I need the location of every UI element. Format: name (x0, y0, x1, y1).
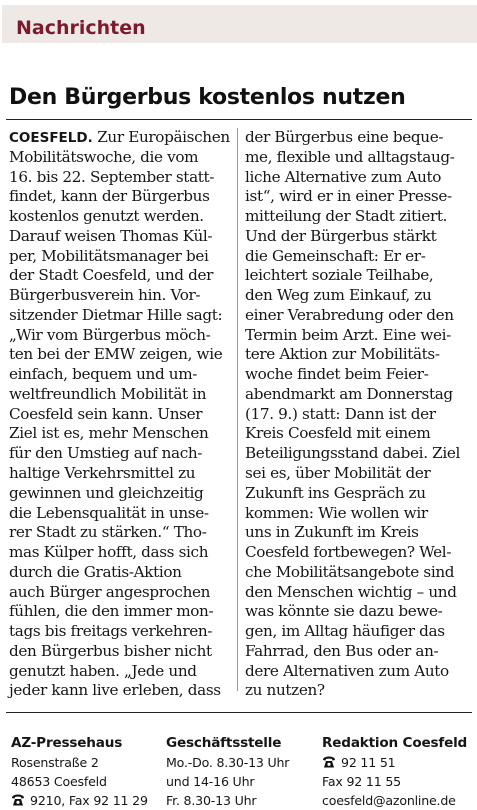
article-text-line (245, 642, 471, 662)
article-text: liche Alternative zum Auto (245, 167, 442, 186)
article-text: Ziel ist es, mehr Menschen (9, 424, 209, 443)
article-text: zu nutzen? (245, 681, 325, 700)
article-text-line (245, 622, 471, 642)
article-text: findet, kann der Bürgerbus (9, 187, 210, 206)
article-text: Mobilitätswoche, die vom (9, 147, 199, 166)
contact-block-redaktion (322, 734, 467, 810)
article-text: haltige Verkehrsmittel zu (9, 464, 196, 483)
article-text-line (245, 345, 471, 365)
redaktion-fax: Fax 92 11 55 (322, 774, 401, 789)
article-text-line (9, 523, 235, 543)
redaktion-title: Redaktion Coesfeld (322, 735, 468, 751)
article-text-line (245, 424, 471, 444)
article-text: durch die Gratis-Aktion (9, 562, 182, 581)
article-text-line (9, 168, 235, 188)
article-text-line (245, 385, 471, 405)
article-text-line (245, 247, 471, 267)
article-text-line (9, 444, 235, 464)
article-text: Kreis Coesfeld mit einem (245, 424, 431, 443)
article-text: (17. 9.) statt: Dann ist der (245, 404, 436, 423)
article-text: che Mobilitätsangebote sind (245, 562, 455, 581)
article-column-right (245, 128, 471, 701)
article-text: dere Alternativen zum Auto (245, 661, 449, 680)
article-text: der Stadt Coesfeld, und der (9, 266, 214, 285)
article-text-line (9, 326, 235, 346)
article-text-line (9, 345, 235, 365)
article-text: der Bürgerbus eine beque- (245, 128, 444, 146)
pressehaus-title: AZ-Pressehaus (11, 735, 123, 751)
article-text-line (9, 642, 235, 662)
article-text-line (245, 227, 471, 247)
geschaeftsstelle-hours-3: Fr. 8.30-13 Uhr (166, 793, 257, 808)
article-text-line (9, 464, 235, 484)
article-text-line (245, 405, 471, 425)
article-text: tere Aktion zur Mobilitäts- (245, 345, 440, 364)
redaktion-phone: 92 11 51 (341, 755, 396, 770)
article-text-line (245, 266, 471, 286)
redaktion-email-link[interactable]: coesfeld@azonline.de (322, 793, 456, 808)
pressehaus-phone-line (11, 791, 148, 810)
article-text-line (9, 405, 235, 425)
article-text-line (245, 563, 471, 583)
article-text-line (9, 148, 235, 168)
article-text-line (9, 622, 235, 642)
article-text: den Menschen wichtig – und (245, 582, 457, 601)
telephone-icon (322, 756, 336, 768)
article-text: abendmarkt am Donnerstag (245, 384, 453, 403)
article-text-line (9, 424, 235, 444)
article-text: gen, im Alltag häufiger das (245, 622, 445, 641)
article-text: per, Mobilitätsmanager bei (9, 246, 209, 265)
article-text: rer Stadt zu stärken.“ Tho- (9, 523, 207, 542)
article-column-left (9, 128, 235, 701)
article-text-line (9, 247, 235, 267)
article-text: leichtert soziale Teilhabe, (245, 266, 434, 285)
article-text: uns in Zukunft im Kreis (245, 523, 419, 542)
article-text: Zur Europäischen (92, 128, 230, 146)
article-text: fühlen, die den immer mon- (9, 602, 214, 621)
article-text: Darauf weisen Thomas Kül- (9, 226, 213, 245)
article-text-line (245, 306, 471, 326)
article-text: gewinnen und gleichzeitig (9, 483, 204, 502)
article-text-line (245, 681, 471, 701)
telephone-icon (11, 794, 25, 806)
article-text-line (245, 365, 471, 385)
article-text: ist“, wird er in einer Presse- (245, 187, 452, 206)
article-text-line (245, 148, 471, 168)
article-dateline: COESFELD. (9, 130, 93, 146)
geschaeftsstelle-hours-1: Mo.-Do. 8.30-13 Uhr (166, 755, 290, 770)
article-text: was könnte sie dazu bewe- (245, 602, 443, 621)
contact-block-pressehaus (11, 734, 148, 810)
headline-divider (6, 119, 472, 120)
geschaeftsstelle-title: Geschäftsstelle (166, 735, 282, 751)
article-text-line (245, 464, 471, 484)
article-text: Coesfeld sein kann. Unser (9, 404, 203, 423)
article-text: Coesfeld fortbewegen? Wel- (245, 543, 452, 562)
article-text: den Weg zum Einkauf, zu (245, 286, 432, 305)
pressehaus-street: Rosenstraße 2 (11, 755, 99, 770)
article-text-line (9, 227, 235, 247)
article-text-line (245, 484, 471, 504)
article-text: Bürgerbusverein hin. Vor- (9, 286, 201, 305)
pressehaus-phone: 9210, Fax 92 11 29 (30, 793, 148, 808)
article-headline: Den Bürgerbus kostenlos nutzen (9, 85, 406, 110)
article-text-line (9, 207, 235, 227)
article-text: tags bis freitags verkehren- (9, 622, 213, 641)
article-text: weltfreundlich Mobilität in (9, 384, 207, 403)
article-text-line (245, 207, 471, 227)
article-text-line (9, 504, 235, 524)
article-text-line (245, 543, 471, 563)
article-text: Zukunft ins Gespräch zu (245, 483, 426, 502)
article-text: genutzt haben. „Jede und (9, 661, 197, 680)
article-text-line (9, 306, 235, 326)
article-text-line (9, 681, 235, 701)
article-text-line (245, 128, 471, 148)
contact-block-geschaeftsstelle (166, 734, 289, 810)
article-text-line (9, 286, 235, 306)
article-text: die Gemeinschaft: Er er- (245, 246, 426, 265)
article-text: kostenlos genutzt werden. (9, 207, 204, 226)
section-header-bar (2, 5, 477, 43)
column-divider (237, 128, 238, 691)
article-text-line (9, 484, 235, 504)
article-text: einer Verabredung oder den (245, 305, 454, 324)
article-text: mitteilung der Stadt zitiert. (245, 207, 448, 226)
article-text: „Wir vom Bürgerbus möch- (9, 325, 211, 344)
article-text-line (245, 504, 471, 524)
article-text-line (9, 187, 235, 207)
article-text: Termin beim Arzt. Eine wei- (245, 325, 451, 344)
article-text-line (9, 583, 235, 603)
article-text-line (245, 583, 471, 603)
article-text-line (9, 602, 235, 622)
article-text-line (245, 602, 471, 622)
section-title: Nachrichten (16, 17, 146, 39)
footer-divider (6, 712, 472, 713)
article-text: Beteiligungsstand dabei. Ziel (245, 444, 461, 463)
article-text: einfach, bequem und um- (9, 365, 198, 384)
article-text-line (245, 523, 471, 543)
article-text-line (9, 385, 235, 405)
article-text-line (9, 128, 235, 148)
article-text: sei es, über Mobilität der (245, 464, 431, 483)
article-text-line (9, 543, 235, 563)
article-text: mas Külper hofft, dass sich (9, 543, 209, 562)
pressehaus-city: 48653 Coesfeld (11, 774, 107, 789)
article-text: kommen: Wie wollen wir (245, 503, 428, 522)
article-text-line (245, 444, 471, 464)
article-text: für den Umstieg auf nach- (9, 444, 203, 463)
article-text-line (9, 365, 235, 385)
article-text-line (245, 187, 471, 207)
article-text-line (245, 168, 471, 188)
article-text-line (245, 662, 471, 682)
article-text: die Lebensqualität in unse- (9, 503, 209, 522)
article-text-line (9, 563, 235, 583)
article-text: woche findet beim Feier- (245, 365, 429, 384)
article-text: me, flexible und alltagstaug- (245, 147, 455, 166)
article-text: Fahrrad, den Bus oder an- (245, 641, 439, 660)
article-text-line (9, 266, 235, 286)
article-text-line (245, 326, 471, 346)
article-text: ten bei der EMW zeigen, wie (9, 345, 223, 364)
article-text: den Bürgerbus bisher nicht (9, 641, 212, 660)
article-text: 16. bis 22. September statt- (9, 167, 215, 186)
article-text: auch Bürger angesprochen (9, 582, 211, 601)
article-text-line (9, 662, 235, 682)
article-text-line (245, 286, 471, 306)
geschaeftsstelle-hours-2: und 14-16 Uhr (166, 774, 255, 789)
article-text: Und der Bürgerbus stärkt (245, 226, 437, 245)
article-text: sitzender Dietmar Hille sagt: (9, 305, 223, 324)
redaktion-phone-line (322, 753, 467, 772)
article-text: jeder kann live erleben, dass (9, 681, 221, 700)
